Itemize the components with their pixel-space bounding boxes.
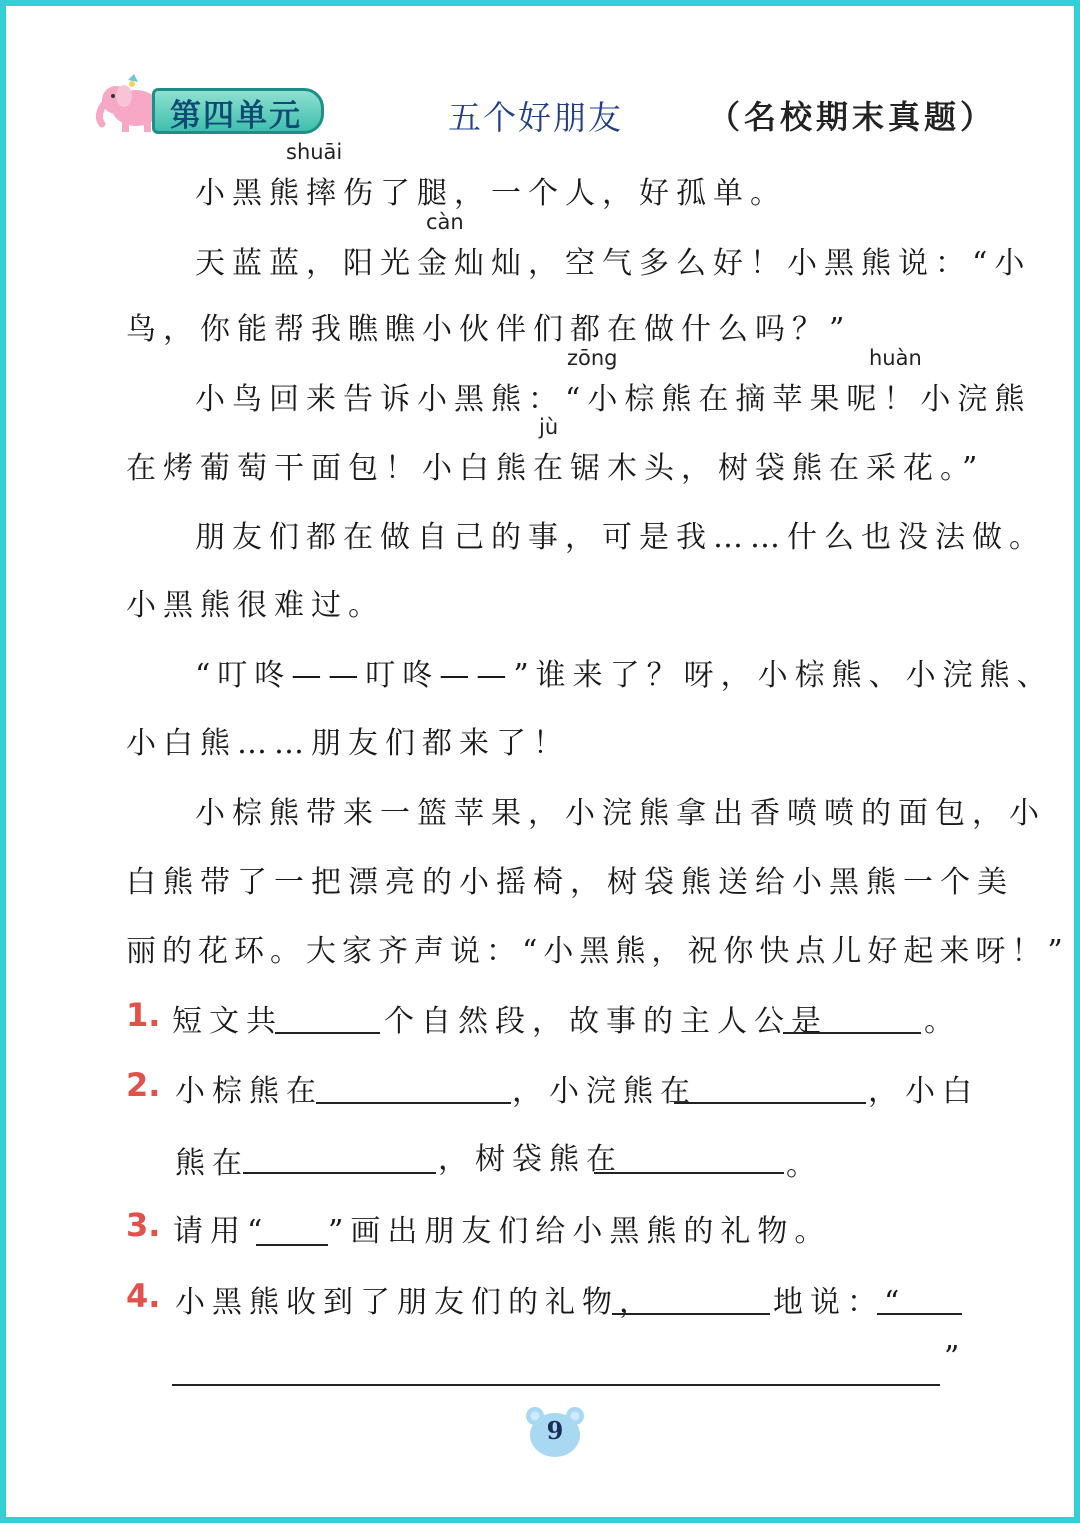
question-text: 。 <box>786 1148 823 1183</box>
answer-blank[interactable] <box>674 1102 866 1104</box>
question-text: 。 <box>924 1004 961 1039</box>
passage-line: 小鸟回来告诉小黑熊：“小棕熊在摘苹果呢！小浣熊 <box>195 382 1032 417</box>
answer-blank[interactable] <box>275 1032 380 1034</box>
question-text: ”画出朋友们给小黑熊的礼物。 <box>328 1214 832 1249</box>
source-label: （名校期末真题） <box>708 98 997 136</box>
question-text: 小黑熊收到了朋友们的礼物， <box>175 1285 656 1320</box>
question-text: ，小白 <box>868 1074 979 1109</box>
passage-line: 朋友们都在做自己的事，可是我……什么也没法做。 <box>195 520 1046 555</box>
question-text: 小棕熊在 <box>175 1074 323 1109</box>
pinyin-ju: jù <box>539 415 559 439</box>
lesson-title: 五个好朋友 <box>448 98 623 137</box>
pinyin-shuai: shuāi <box>286 140 343 164</box>
unit-label: 第四单元 <box>170 98 302 134</box>
question-number: 2. <box>126 1066 161 1104</box>
passage-line: 在烤葡萄干面包！小白熊在锯木头，树袋熊在采花。” <box>126 451 985 486</box>
passage-line: 天蓝蓝，阳光金灿灿，空气多么好！小黑熊说：“小 <box>195 246 1032 281</box>
page-number: 9 <box>546 1416 564 1445</box>
answer-blank[interactable] <box>243 1172 436 1174</box>
passage-line: 白熊带了一把漂亮的小摇椅，树袋熊送给小黑熊一个美 <box>126 865 1014 900</box>
passage-line: 小棕熊带来一篮苹果，小浣熊拿出香喷喷的面包，小 <box>195 796 1046 831</box>
answer-blank[interactable] <box>612 1313 770 1315</box>
passage-line: 鸟，你能帮我瞧瞧小伙伴们都在做什么吗？” <box>126 312 852 347</box>
question-text: 请用“ <box>173 1214 270 1249</box>
pinyin-can: càn <box>426 210 464 234</box>
question-text: ，小浣熊在 <box>512 1074 697 1109</box>
question-text: 个自然段，故事的主人公是 <box>384 1004 828 1039</box>
passage-line: 小黑熊摔伤了腿，一个人，好孤单。 <box>195 176 787 211</box>
question-number: 1. <box>126 996 161 1034</box>
answer-blank[interactable] <box>877 1313 962 1315</box>
answer-blank[interactable] <box>316 1102 511 1104</box>
answer-blank[interactable] <box>783 1032 921 1034</box>
question-number: 3. <box>126 1206 161 1244</box>
question-number: 4. <box>126 1277 161 1315</box>
pinyin-huan: huàn <box>869 346 922 370</box>
underline-sample <box>256 1244 328 1246</box>
question-text: 短文共 <box>172 1004 283 1039</box>
question-text: 地说：“ <box>773 1285 907 1320</box>
passage-line: 丽的花环。大家齐声说：“小黑熊，祝你快点儿好起来呀！” <box>126 934 1069 969</box>
question-text: 熊在 <box>175 1146 249 1181</box>
answer-blank[interactable] <box>172 1384 940 1386</box>
passage-line: 小白熊……朋友们都来了！ <box>126 726 570 761</box>
answer-blank[interactable] <box>594 1172 784 1174</box>
passage-line: “叮咚——叮咚——”谁来了？呀，小棕熊、小浣熊、 <box>195 658 1054 693</box>
question-text: ，树袋熊在 <box>438 1142 623 1177</box>
passage-line: 小黑熊很难过。 <box>126 588 385 623</box>
pinyin-zong: zōng <box>567 346 618 370</box>
question-text: ” <box>944 1340 967 1375</box>
